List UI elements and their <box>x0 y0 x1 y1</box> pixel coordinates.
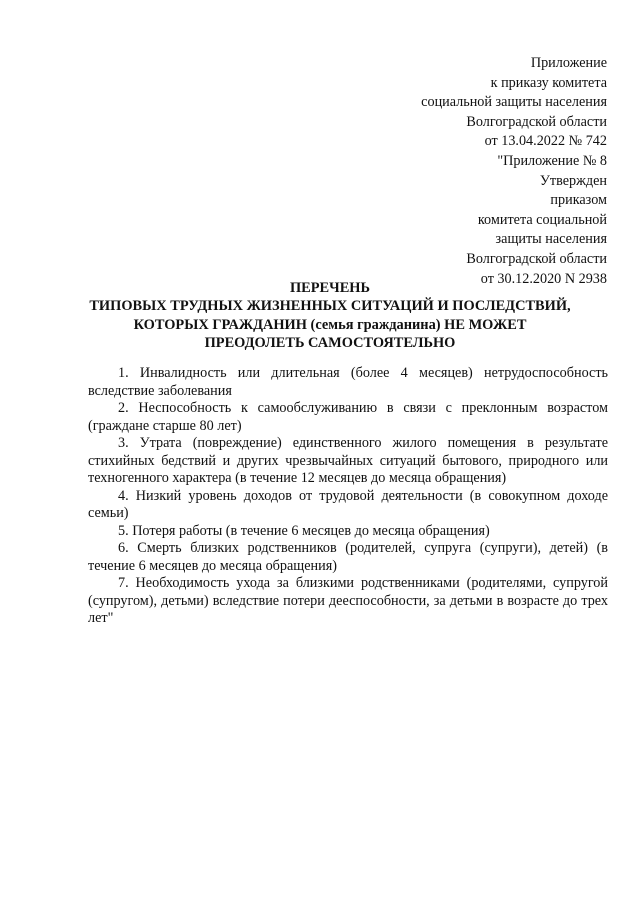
approval-header <box>307 54 607 289</box>
header-line: Приложение <box>530 55 607 71</box>
header-line: приказом <box>550 192 607 209</box>
header-line: комитета социальной <box>477 211 607 228</box>
header-line: защиты населения <box>495 231 607 248</box>
header-line: Волгоградской области <box>466 113 607 130</box>
header-line: Волгоградской области <box>466 250 607 267</box>
list-item: 3. Утрата (повреждение) единственного жилого помещения в результате стихийных бедствий и других чрезвычайных ситуаций бытового, природного или техногенного характера (в течение 12 месяцев до месяца обращения) <box>88 435 608 486</box>
title-line: ТИПОВЫХ ТРУДНЫХ ЖИЗНЕННЫХ СИТУАЦИЙ И ПОСЛЕДСТВИЙ, <box>89 298 571 315</box>
situations-list <box>88 365 608 628</box>
header-line: от 13.04.2022 № 742 <box>484 133 607 150</box>
document-title <box>70 279 590 353</box>
header-line: социальной защиты населения <box>421 94 607 111</box>
header-line: к приказу комитета <box>490 74 607 91</box>
header-line: Утвержден <box>539 172 607 189</box>
title-line: ПРЕОДОЛЕТЬ САМОСТОЯТЕЛЬНО <box>204 335 456 352</box>
list-item: 2. Неспособность к самообслуживанию в связи с преклонным возрастом (граждане старше 80 лет) <box>88 400 608 434</box>
list-item: 1. Инвалидность или длительная (более 4 месяцев) нетрудоспособность вследствие заболевания <box>88 365 608 399</box>
header-line: от 30.12.2020 N 2938 <box>480 270 607 287</box>
list-item: 5. Потеря работы (в течение 6 месяцев до месяца обращения) <box>118 522 490 539</box>
header-line: "Приложение № 8 <box>497 152 607 169</box>
list-item: 4. Низкий уровень доходов от трудовой деятельности (в совокупном доходе семьи) <box>88 487 608 521</box>
title-line: КОТОРЫХ ГРАЖДАНИН (семья гражданина) НЕ МОЖЕТ <box>133 316 527 333</box>
list-item: 7. Необходимость ухода за близкими родственниками (родителями, супругой (супругом), детьми) вследствие потери дееспособности, за детьми в возрасте до трех лет" <box>88 575 608 626</box>
list-item: 6. Смерть близких родственников (родителей, супруга (супруги), детей) (в течение 6 месяцев до месяца обращения) <box>88 540 608 574</box>
title-line: ПЕРЕЧЕНЬ <box>289 280 371 296</box>
